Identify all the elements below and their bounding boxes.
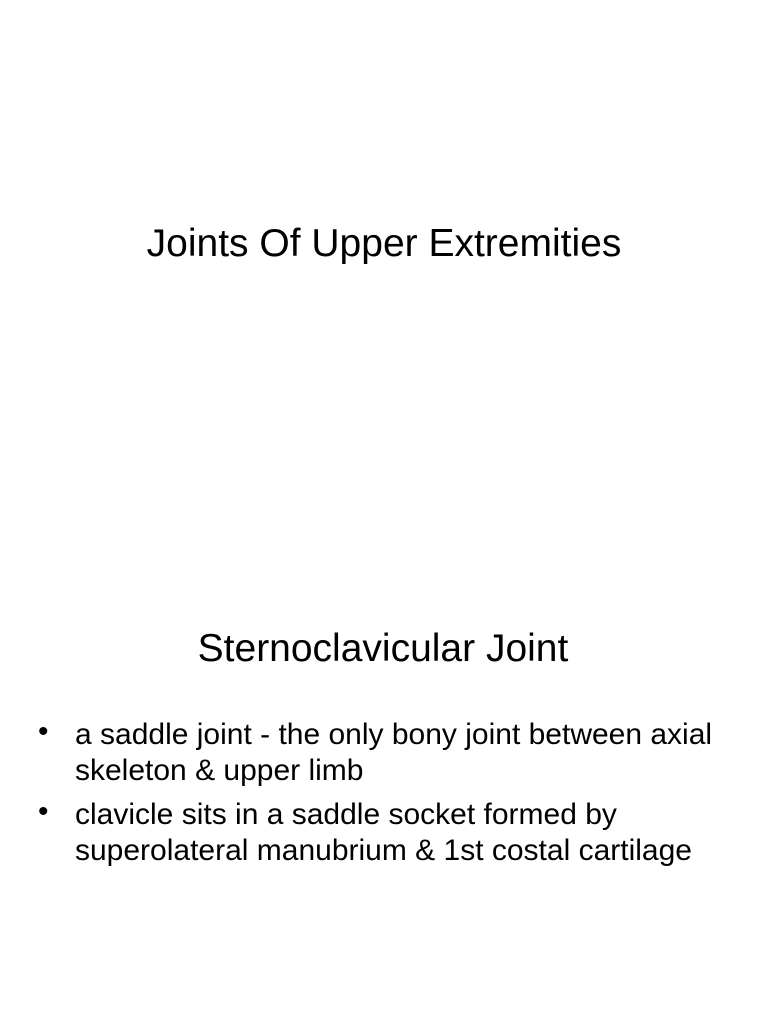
bullet-item — [38, 717, 738, 789]
slide-2 — [0, 512, 768, 1024]
slide-title: Sternoclavicular Joint — [197, 627, 569, 670]
bullet-item — [38, 797, 738, 869]
bullet-text: clavicle sits in a saddle socket formed by superolateral manubrium & 1st costal cartilage — [75, 798, 692, 867]
bullet-icon: • — [38, 715, 49, 748]
bullet-icon: • — [38, 795, 49, 828]
bullet-list — [38, 717, 738, 877]
bullet-text: a saddle joint - the only bony joint between axial skeleton & upper limb — [75, 718, 713, 787]
slide-title: Joints Of Upper Extremities — [146, 222, 622, 265]
